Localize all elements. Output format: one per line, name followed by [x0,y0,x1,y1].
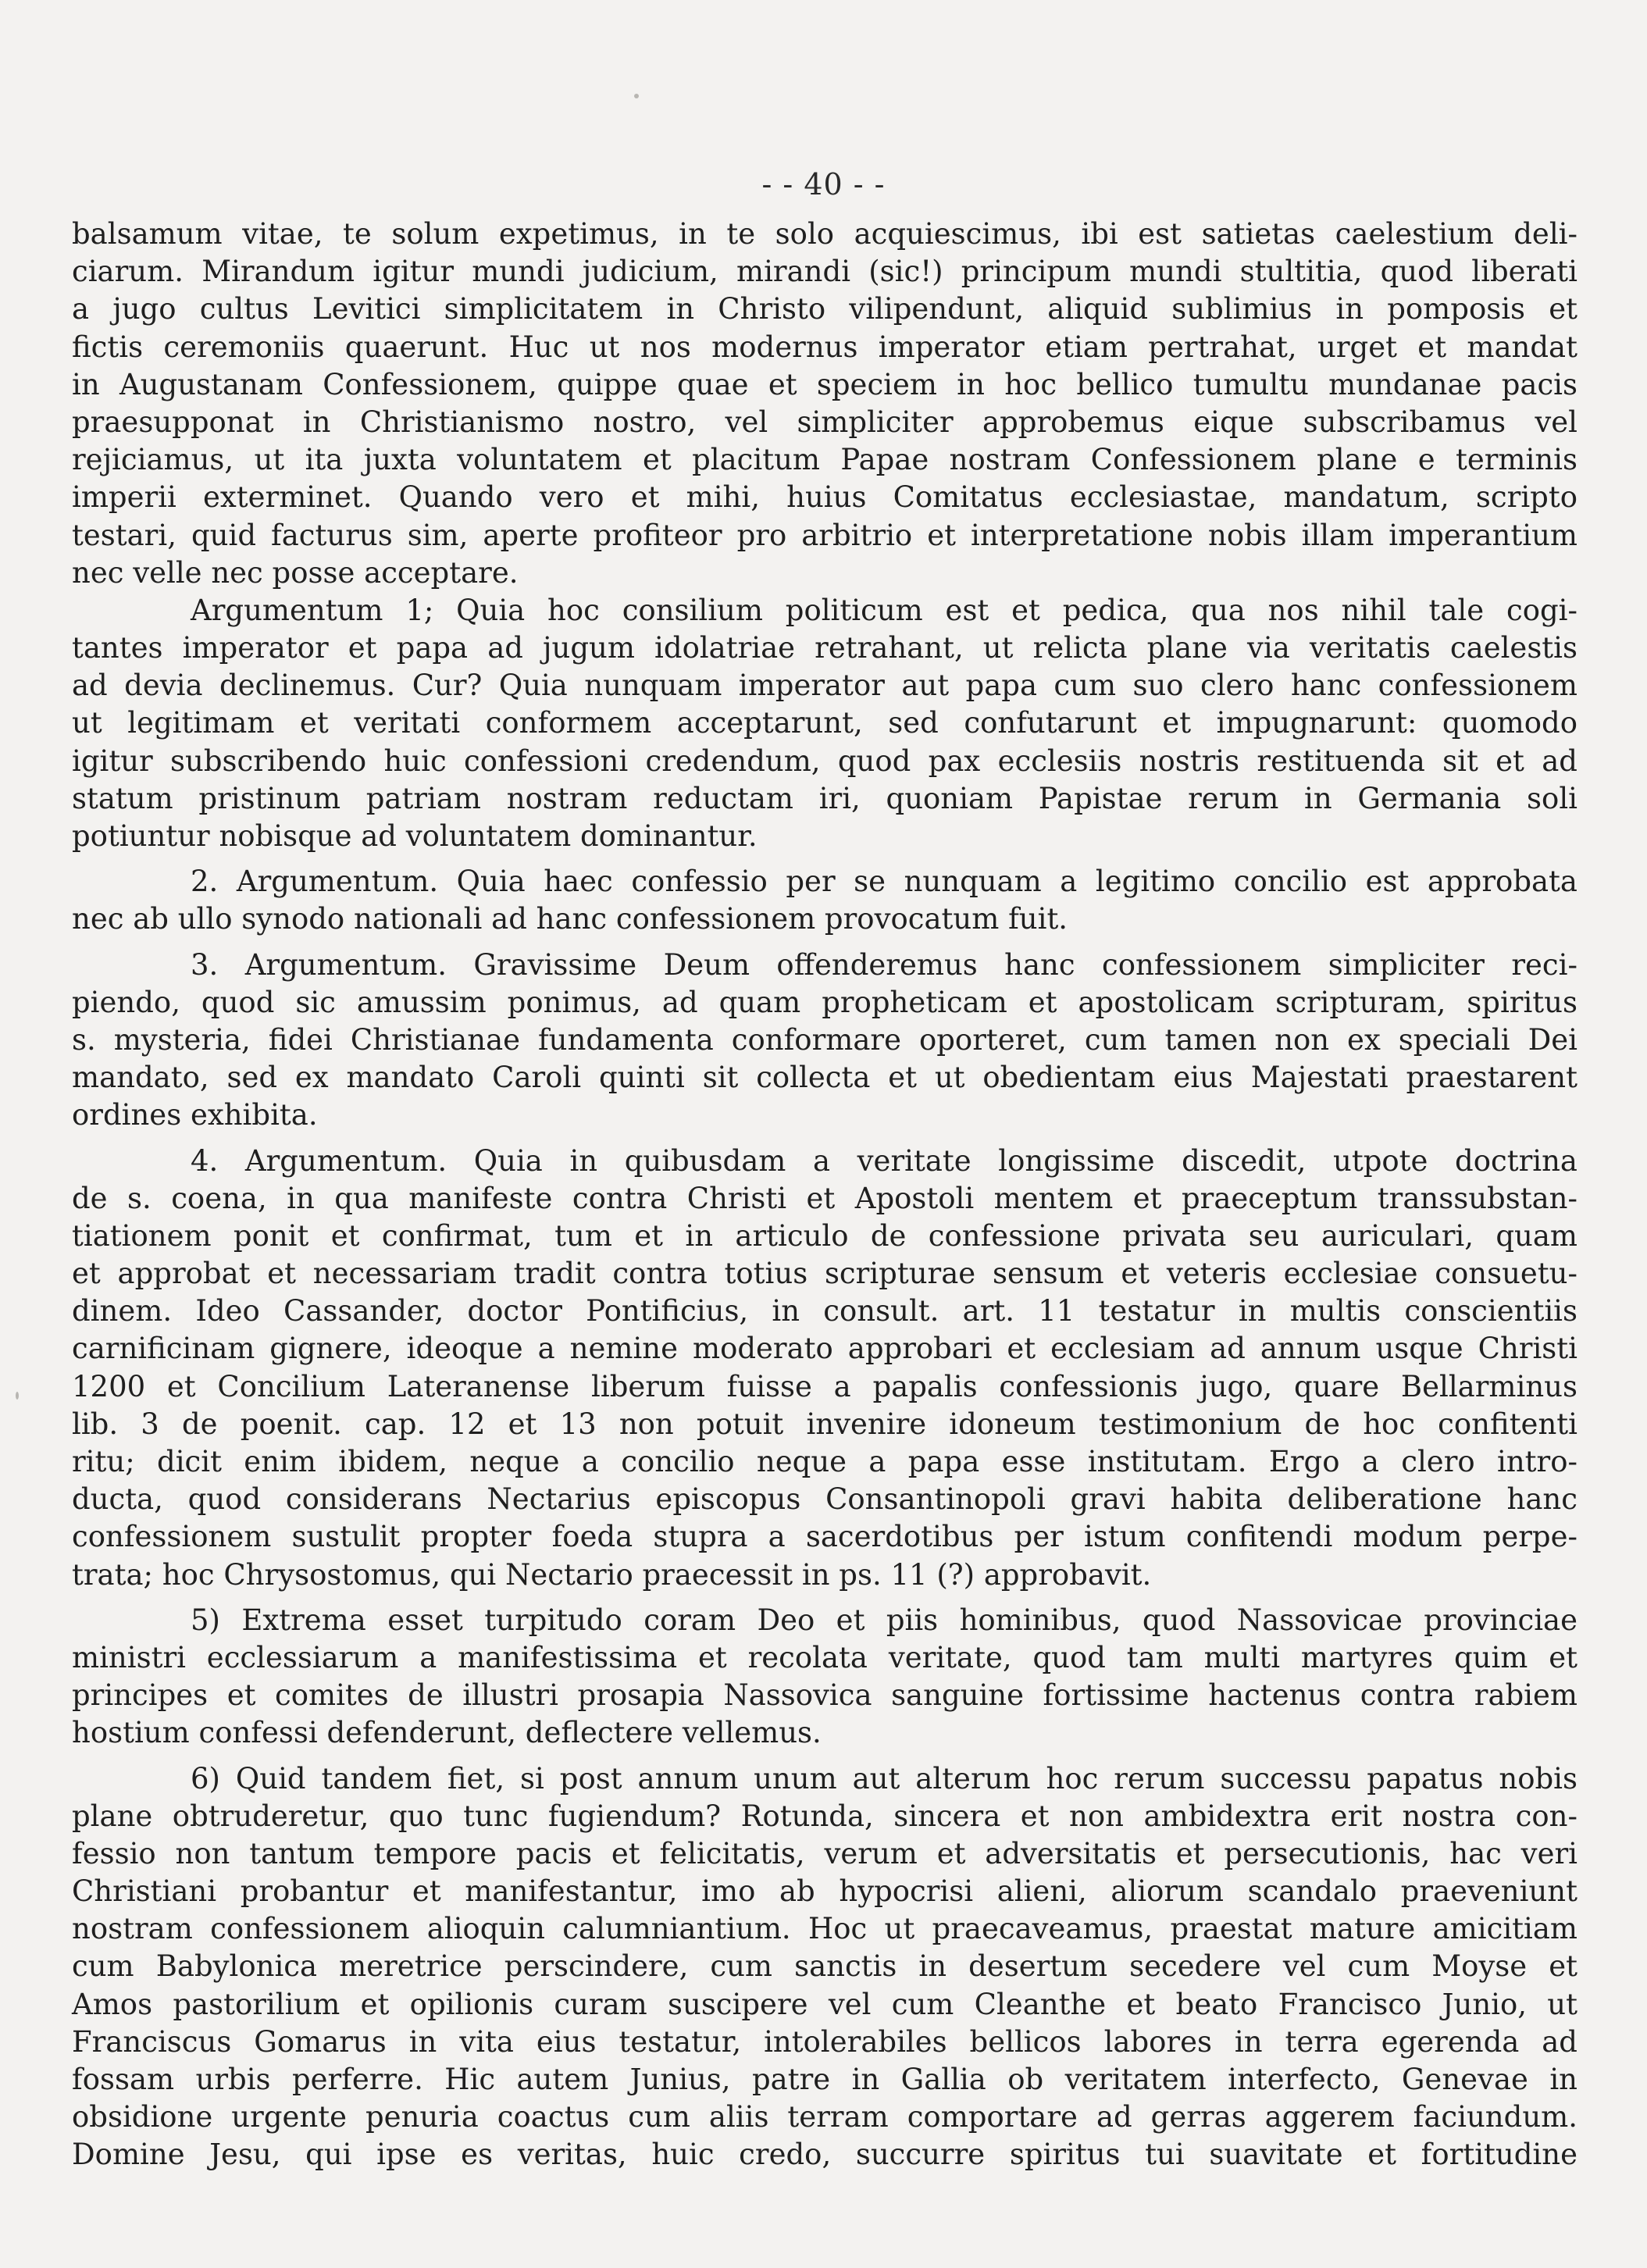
paragraph [72,1143,1577,1594]
scan-speck [634,94,639,98]
text-line: Franciscus Gomarus in vita eius testatur, intolerabiles bellicos labores in terra egerenda ad [72,2024,1577,2059]
text-line: de s. coena, in qua manifeste contra Christi et Apostoli mentem et praeceptum transsubstan- [72,1181,1577,1215]
text-line: tiationem ponit et confirmat, tum et in articulo de confessione privata seu auriculari, quam [72,1218,1577,1253]
text-line: 4. Argumentum. Quia in quibusdam a veritate longissime discedit, utpote doctrina [191,1143,1577,1178]
text-line: ut legitimam et veritati conformem acceptarunt, sed confutarunt et impugnarunt: quomodo [72,706,1577,740]
text-line: ad devia declinemus. Cur? Quia nunquam imperator aut papa cum suo clero hanc confessionem [72,669,1577,703]
text-line: cum Babylonica meretrice perscindere, cum sanctis in desertum secedere vel cum Moyse et [72,1949,1577,1984]
text-line: confessionem sustulit propter foeda stupra a sacerdotibus per istum confitendi modum perpe- [72,1520,1577,1554]
text-line: a jugo cultus Levitici simplicitatem in Christo vilipendunt, aliquid sublimius in pomposis et [72,292,1577,326]
text-line: fictis ceremoniis quaerunt. Huc ut nos modernus imperator etiam pertrahat, urget et mandat [72,330,1577,364]
paragraph [72,1760,1577,2174]
paragraph-gap [72,1135,1577,1143]
text-line: hostium confessi defenderunt, deflectere vellemus. [72,1716,822,1750]
paragraph [72,1602,1577,1753]
text-line: principes et comites de illustri prosapia Nassovica sanguine fortissime hactenus contra rabiem [72,1678,1577,1713]
text-line: ciarum. Mirandum igitur mundi judicium, mirandi (sic!) principum mundi stultitia, quod liberati [72,255,1577,289]
text-line: dinem. Ideo Cassander, doctor Pontificius, in consult. art. 11 testatur in multis conscientiis [72,1294,1577,1328]
text-line: nec ab ullo synodo nationali ad hanc confessionem provocatum fuit. [72,902,1068,936]
paragraph-gap [72,1753,1577,1760]
text-line: in Augustanam Confessionem, quippe quae et speciem in hoc bellico tumultu mundanae pacis [72,367,1577,401]
text-line: nec velle nec posse acceptare. [72,555,519,590]
text-line: Domine Jesu, qui ipse es veritas, huic credo, succurre spiritus tui suavitate et fortitudine [72,2138,1577,2172]
text-line: imperii exterminet. Quando vero et mihi, huius Comitatus ecclesiastae, mandatum, scripto [72,480,1577,515]
text-line: Argumentum 1; Quia hoc consilium politicum est et pedica, qua nos nihil tale cogi- [191,593,1577,627]
body-text [72,216,1577,2174]
paragraph [72,947,1577,1135]
text-line: Amos pastorilium et opilionis curam suscipere vel cum Cleanthe et beato Francisco Junio, ut [72,1987,1577,2021]
paragraph [72,592,1577,855]
text-line: ordines exhibita. [72,1098,318,1132]
paragraph-gap [72,939,1577,947]
text-line: mandato, sed ex mandato Caroli quinti sit collecta et ut obedientam eius Majestati praestarent [72,1061,1577,1095]
text-line: rejiciamus, ut ita juxta voluntatem et placitum Papae nostram Confessionem plane e terminis [72,443,1577,477]
text-line: 2. Argumentum. Quia haec confessio per se nunquam a legitimo concilio est approbata [191,865,1577,899]
text-line: 5) Extrema esset turpitudo coram Deo et piis hominibus, quod Nassovicae provinciae [191,1603,1577,1637]
text-line: plane obtruderetur, quo tunc fugiendum? Rotunda, sincera et non ambidextra erit nostra con- [72,1799,1577,1833]
text-line: balsamum vitae, te solum expetimus, in te solo acquiescimus, ibi est satietas caelestium deli- [72,217,1577,251]
text-line: 3. Argumentum. Gravissime Deum offenderemus hanc confessionem simpliciter reci- [191,947,1577,982]
text-line: s. mysteria, fidei Christianae fundamenta conformare oporteret, cum tamen non ex speciali Dei [72,1022,1577,1057]
text-line: ritu; dicit enim ibidem, neque a concilio neque a papa esse institutam. Ergo a clero intro- [72,1445,1577,1478]
paragraph-gap [72,855,1577,863]
text-line: testari, quid facturus sim, aperte profiteor pro arbitrio et interpretatione nobis illam imperantium [72,518,1577,552]
text-line: fessio non tantum tempore pacis et felicitatis, verum et adversitatis et persecutionis, hac veri [72,1836,1577,1870]
paragraph [72,863,1577,938]
text-line: tantes imperator et papa ad jugum idolatriae retrahant, ut relicta plane via veritatis caelestis [72,631,1577,665]
paragraph [72,216,1577,592]
text-line: carnificinam gignere, ideoque a nemine moderato approbari et ecclesiam ad annum usque Christi [72,1332,1577,1366]
text-line: fossam urbis perferre. Hic autem Junius, patre in Gallia ob veritatem interfecto, Genevae in [72,2063,1577,2096]
paragraph-gap [72,1594,1577,1602]
text-line: ducta, quod considerans Nectarius episcopus Consantinopoli gravi habita deliberatione hanc [72,1482,1577,1517]
text-line: piendo, quod sic amussim ponimus, ad quam propheticam et apostolicam scripturam, spiritus [72,985,1577,1019]
text-line: nostram confessionem alioquin calumniantium. Hoc ut praecaveamus, praestat mature amicitiam [72,1912,1577,1946]
text-line: praesupponat in Christianismo nostro, vel simpliciter approbemus eique subscribamus vel [72,405,1577,439]
text-line: 6) Quid tandem fiet, si post annum unum aut alterum hoc rerum successu papatus nobis [191,1761,1577,1796]
text-line: potiuntur nobisque ad voluntatem dominantur. [72,819,758,853]
text-line: igitur subscribendo huic confessioni credendum, quod pax ecclesiis nostris restituenda sit et ad [72,744,1577,778]
text-line: et approbat et necessariam tradit contra totius scripturae sensum et veteris ecclesiae consuetu- [72,1257,1577,1291]
text-line: statum pristinum patriam nostram reductam iri, quoniam Papistae rerum in Germania soli [72,781,1577,815]
text-line: Christiani probantur et manifestantur, imo ab hypocrisi alieni, aliorum scandalo praeveniunt [72,1874,1577,1909]
text-line: obsidione urgente penuria coactus cum aliis terram comportare ad gerras aggerem faciundum. [72,2100,1577,2134]
text-line: 1200 et Concilium Lateranense liberum fuisse a papalis confessionis jugo, quare Bellarminus [72,1369,1577,1403]
scan-speck [16,1392,19,1400]
text-line: ministri ecclessiarum a manifestissima et recolata veritate, quod tam multi martyres quim et [72,1640,1577,1674]
page-number: - - 40 - - [761,167,886,201]
text-line: trata; hoc Chrysostomus, qui Nectario praecessit in ps. 11 (?) approbavit. [72,1557,1152,1592]
text-line: lib. 3 de poenit. cap. 12 et 13 non potuit invenire idoneum testimonium de hoc confitenti [72,1407,1577,1441]
